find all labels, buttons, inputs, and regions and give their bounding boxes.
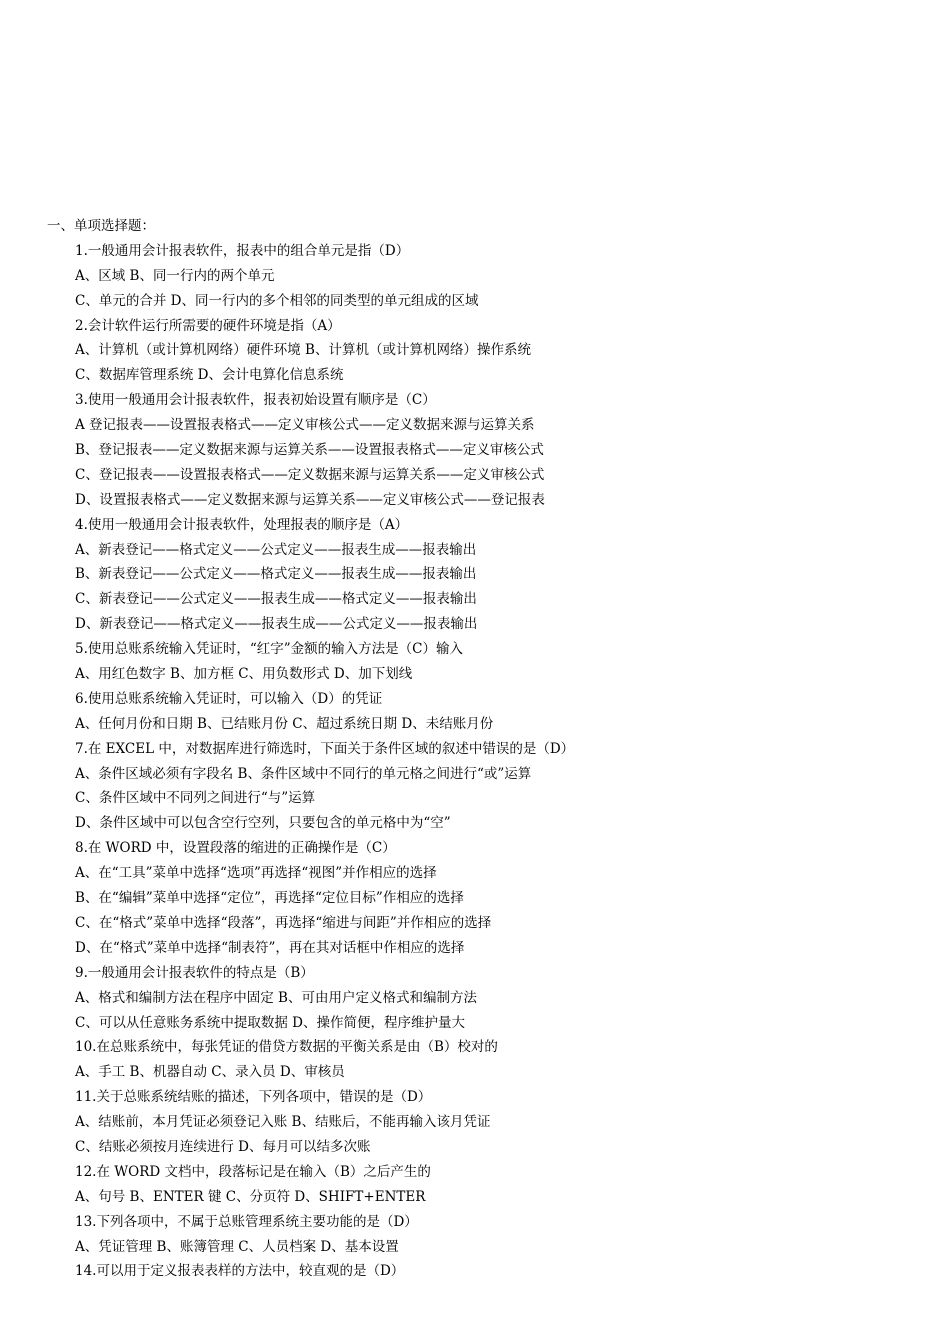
question-4-option-c: C、新表登记——公式定义——报表生成——格式定义——报表输出: [75, 591, 477, 608]
question-4-option-d: D、新表登记——格式定义——报表生成——公式定义——报表输出: [75, 616, 478, 633]
question-6: 6.使用总账系统输入凭证时，可以输入（D）的凭证: [75, 690, 383, 707]
question-4-option-a: A、新表登记——格式定义——公式定义——报表生成——报表输出: [75, 541, 477, 558]
question-1-options-c-d: C、单元的合并 D、同一行内的多个相邻的同类型的单元组成的区域: [75, 292, 479, 309]
question-7-options-a-b: A、条件区域必须有字段名 B、条件区域中不同行的单元格之间进行“或”运算: [75, 765, 532, 782]
question-11: 11.关于总账系统结账的描述，下列各项中，错误的是（D）: [75, 1089, 432, 1106]
question-7-option-c: C、条件区域中不同列之间进行“与”运算: [75, 790, 316, 807]
question-4: 4.使用一般通用会计报表软件，处理报表的顺序是（A）: [75, 516, 409, 533]
question-9-options-c-d: C、可以从任意账务系统中提取数据 D、操作简便，程序维护量大: [75, 1014, 465, 1031]
question-9: 9.一般通用会计报表软件的特点是（B）: [75, 964, 314, 981]
question-13: 13.下列各项中，不属于总账管理系统主要功能的是（D）: [75, 1213, 418, 1230]
question-7-option-d: D、条件区域中可以包含空行空列，只要包含的单元格中为“空”: [75, 815, 451, 832]
question-3-option-a: A 登记报表——设置报表格式——定义审核公式——定义数据来源与运算关系: [75, 417, 535, 434]
question-4-option-b: B、新表登记——公式定义——格式定义——报表生成——报表输出: [75, 566, 477, 583]
document-content: [47, 214, 907, 1284]
question-8: 8.在 WORD 中，设置段落的缩进的正确操作是（C）: [75, 840, 396, 857]
question-1: 1.一般通用会计报表软件，报表中的组合单元是指（D）: [75, 242, 410, 259]
question-8-option-b: B、在“编辑”菜单中选择“定位”，再选择“定位目标”作相应的选择: [75, 890, 464, 907]
question-10-options: A、手工 B、机器自动 C、录入员 D、审核员: [75, 1064, 345, 1081]
question-8-option-c: C、在“格式”菜单中选择“段落”，再选择“缩进与间距”并作相应的选择: [75, 914, 492, 931]
question-13-options: A、凭证管理 B、账簿管理 C、人员档案 D、基本设置: [75, 1238, 399, 1255]
question-10: 10.在总账系统中，每张凭证的借贷方数据的平衡关系是由（B）校对的: [75, 1039, 498, 1056]
question-2-options-c-d: C、数据库管理系统 D、会计电算化信息系统: [75, 367, 344, 384]
question-8-option-d: D、在“格式”菜单中选择“制表符”，再在其对话框中作相应的选择: [75, 939, 465, 956]
question-3-option-d: D、设置报表格式——定义数据来源与运算关系——定义审核公式——登记报表: [75, 491, 545, 508]
question-5: 5.使用总账系统输入凭证时，“红字”金额的输入方法是（C）输入: [75, 641, 464, 658]
question-14: 14.可以用于定义报表表样的方法中，较直观的是（D）: [75, 1263, 405, 1280]
question-3-option-c: C、登记报表——设置报表格式——定义数据来源与运算关系——定义审核公式: [75, 466, 545, 483]
question-9-options-a-b: A、格式和编制方法在程序中固定 B、可由用户定义格式和编制方法: [75, 989, 477, 1006]
question-3: 3.使用一般通用会计报表软件，报表初始设置有顺序是（C）: [75, 392, 436, 409]
question-2-options-a-b: A、计算机（或计算机网络）硬件环境 B、计算机（或计算机网络）操作系统: [75, 342, 531, 359]
question-2: 2.会计软件运行所需要的硬件环境是指（A）: [75, 317, 341, 334]
section-title: 一、单项选择题：: [47, 218, 155, 234]
question-11-options-a-b: A、结账前，本月凭证必须登记入账 B、结账后，不能再输入该月凭证: [75, 1114, 491, 1131]
question-11-options-c-d: C、结账必须按月连续进行 D、每月可以结多次账: [75, 1138, 371, 1155]
question-1-options-a-b: A、区域 B、同一行内的两个单元: [75, 267, 275, 284]
question-5-options: A、用红色数字 B、加方框 C、用负数形式 D、加下划线: [75, 666, 413, 683]
question-8-option-a: A、在“工具”菜单中选择“选项”再选择“视图”并作相应的选择: [75, 865, 437, 882]
question-12: 12.在 WORD 文档中，段落标记是在输入（B）之后产生的: [75, 1163, 431, 1180]
question-7: 7.在 EXCEL 中，对数据库进行筛选时，下面关于条件区域的叙述中错误的是（D）: [75, 740, 575, 757]
question-12-options: A、句号 B、ENTER 键 C、分页符 D、SHIFT+ENTER: [75, 1188, 426, 1205]
question-3-option-b: B、登记报表——定义数据来源与运算关系——设置报表格式——定义审核公式: [75, 442, 544, 459]
question-6-options: A、任何月份和日期 B、已结账月份 C、超过系统日期 D、未结账月份: [75, 715, 494, 732]
